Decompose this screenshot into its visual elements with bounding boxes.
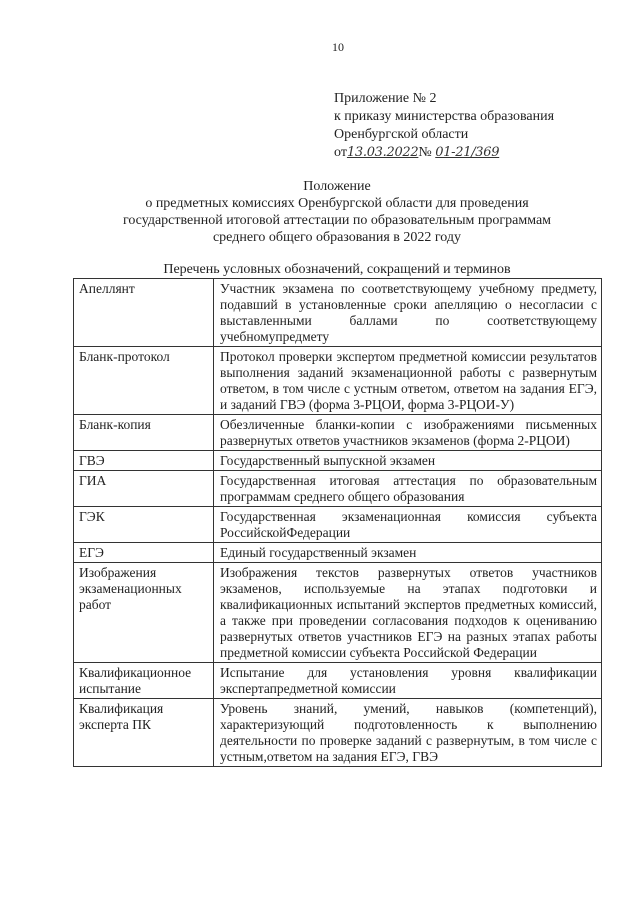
- term-cell: Квалификационное испытание: [74, 663, 214, 699]
- term-cell: ГЭК: [74, 507, 214, 543]
- table-row: [74, 279, 602, 347]
- definition-cell: Изображения текстов развернутых ответов участников экзаменов, используемые на этапах подготовки и квалификационных испытаний экспертов предметных комиссий, а также при проведении согласования подходов к оцениванию развернутых ответов участников ЕГЭ на разных этапах работы предметной комиссии субъекта Российской Федерации: [214, 563, 602, 663]
- table-row: [74, 543, 602, 563]
- definition-cell: Уровень знаний, умений, навыков (компетенций), характеризующий подготовленность к выполнению деятельности по проверке заданий с развернутым, в том числе с устным,ответом на задания ЕГЭ, ГВЭ: [214, 699, 602, 767]
- term-cell: ГВЭ: [74, 451, 214, 471]
- definition-cell: Участник экзамена по соответствующему учебному предмету, подавший в установленные сроки апелляцию о несогласии с выставленными баллами по соответствующему учебномупредмету: [214, 279, 602, 347]
- title-line-3: государственной итоговой аттестации по образовательным программам: [122, 213, 552, 228]
- definition-cell: Государственная экзаменационная комиссия субъекта РоссийскойФедерации: [214, 507, 602, 543]
- title-line-1: Положение: [303, 179, 371, 194]
- table-row: [74, 415, 602, 451]
- terms-list-heading: Перечень условных обозначений, сокращений и терминов: [163, 262, 511, 277]
- definition-cell: Единый государственный экзамен: [214, 543, 602, 563]
- document-title: [70, 178, 604, 246]
- term-cell: Апеллянт: [74, 279, 214, 347]
- term-cell: Квалификация эксперта ПК: [74, 699, 214, 767]
- term-cell: Бланк-протокол: [74, 347, 214, 415]
- terms-table: [73, 278, 602, 767]
- definition-cell: Испытание для установления уровня квалификации экспертапредметной комиссии: [214, 663, 602, 699]
- table-row: [74, 663, 602, 699]
- appendix-region: Оренбургской области: [334, 127, 469, 142]
- appendix-block: [334, 90, 554, 162]
- appendix-order-ref: к приказу министерства образования: [334, 109, 555, 124]
- definition-cell: Государственная итоговая аттестация по образовательным программам среднего общего образования: [214, 471, 602, 507]
- number-prefix: №: [418, 145, 432, 160]
- term-cell: Изображения экзаменационных работ: [74, 563, 214, 663]
- definition-cell: Обезличенные бланки-копии с изображениями письменных развернутых ответов участников экзаменов (форма 2-РЦОИ): [214, 415, 602, 451]
- title-line-2: о предметных комиссиях Оренбургской области для проведения: [145, 196, 529, 211]
- table-row: [74, 563, 602, 663]
- table-row: [74, 471, 602, 507]
- definition-cell: Государственный выпускной экзамен: [214, 451, 602, 471]
- handwritten-number: 01-21/369: [435, 145, 500, 160]
- definition-cell: Протокол проверки экспертом предметной комиссии результатов выполнения заданий экзаменационной работы с развернутым ответом, в том числе с устным ответом, ответом на задания ЕГЭ, и заданий ГВЭ (форма 3-РЦОИ, форма 3-РЦОИ-У): [214, 347, 602, 415]
- date-prefix: от: [334, 145, 347, 160]
- table-row: [74, 347, 602, 415]
- term-cell: ГИА: [74, 471, 214, 507]
- handwritten-date: 13.03.2022: [346, 145, 419, 160]
- table-row: [74, 451, 602, 471]
- page-number: 10: [332, 40, 344, 54]
- table-row: [74, 699, 602, 767]
- title-line-4: среднего общего образования в 2022 году: [212, 230, 462, 245]
- appendix-date-number: [334, 144, 554, 162]
- table-row: [74, 507, 602, 543]
- term-cell: Бланк-копия: [74, 415, 214, 451]
- appendix-title: Приложение № 2: [334, 91, 437, 106]
- term-cell: ЕГЭ: [74, 543, 214, 563]
